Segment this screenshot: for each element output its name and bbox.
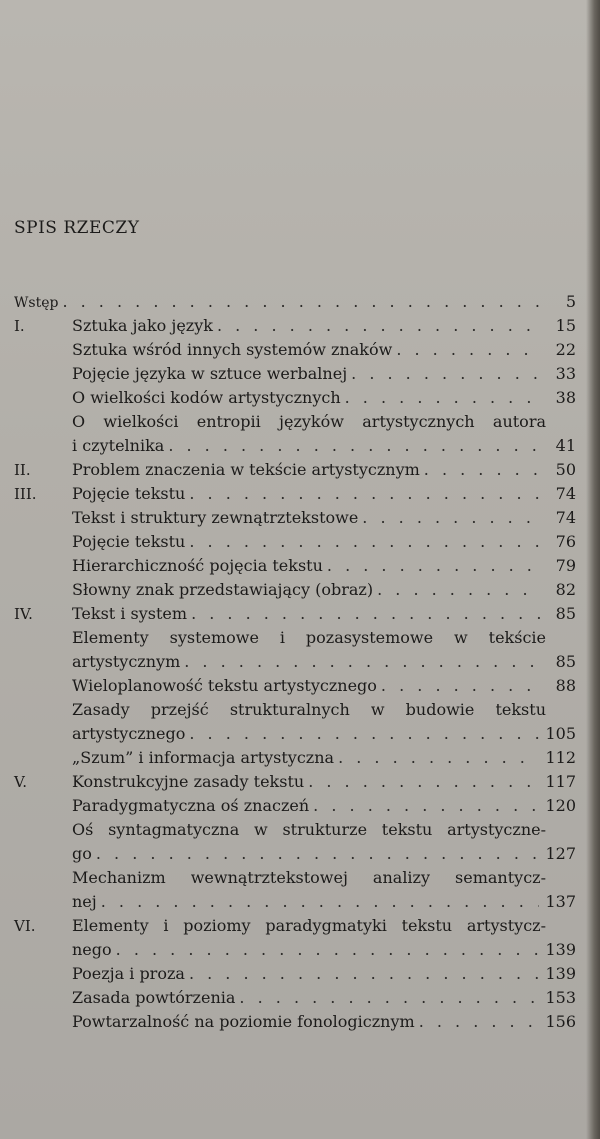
dot-leader — [351, 362, 540, 386]
toc-entry — [14, 962, 576, 986]
toc-entry-title: Powtarzalność na poziomie fonologicznym — [72, 1012, 415, 1031]
dot-leader — [189, 530, 540, 554]
toc-entry-continued — [14, 890, 576, 914]
toc-page-number: 85 — [555, 604, 576, 623]
dot-leader — [396, 338, 540, 362]
toc-entry-title: Elementy systemowe i pozasystemowe w tekście — [72, 628, 546, 647]
toc-page-number: 76 — [555, 532, 576, 551]
toc-page-number: 79 — [555, 556, 576, 575]
chapter-number: II. — [14, 461, 31, 479]
dot-leader — [191, 602, 540, 626]
toc-page-number: 153 — [545, 988, 576, 1007]
chapter-number: IV. — [14, 605, 33, 623]
toc-entry — [14, 386, 576, 410]
toc-entry-title: Hierarchiczność pojęcia tekstu — [72, 556, 323, 575]
toc-entry-title: „Szum” i informacja artystyczna — [72, 748, 335, 767]
toc-page-number: 22 — [555, 340, 576, 359]
toc-entry — [14, 674, 576, 698]
toc-entry-title: Mechanizm wewnątrztekstowej analizy semantycz- — [72, 868, 546, 887]
toc-page-number: 137 — [545, 892, 576, 911]
toc-entry-title: Konstrukcyjne zasady tekstu — [72, 772, 305, 791]
dot-leader — [184, 650, 540, 674]
toc-entry-title: Elementy i poziomy paradygmatyki tekstu artystycz- — [72, 916, 546, 935]
toc-entry-continued — [14, 842, 576, 866]
dot-leader — [419, 1010, 540, 1034]
dot-leader — [189, 482, 540, 506]
toc-entry-title: Paradygmatyczna oś znaczeń — [72, 796, 310, 815]
dot-leader — [116, 938, 540, 962]
toc-entry-continued — [14, 434, 576, 458]
toc-page-number: 139 — [545, 964, 576, 983]
toc-entry-title: artystycznego — [72, 724, 186, 743]
toc-page-number: 74 — [555, 508, 576, 527]
toc-entry-title: nej — [72, 892, 97, 911]
toc-entry-title: Sztuka jako język — [72, 316, 213, 335]
toc-entry — [14, 314, 576, 338]
toc-page-number: 156 — [545, 1012, 576, 1031]
toc-page-number: 117 — [545, 772, 576, 791]
toc-entry-title: Sztuka wśród innych systemów znaków — [72, 340, 393, 359]
toc-entry-title: Tekst i system — [72, 604, 188, 623]
dot-leader — [313, 794, 539, 818]
toc-entry-title: Oś syntagmatyczna w strukturze tekstu artystyczne- — [72, 820, 546, 839]
dot-leader — [338, 746, 539, 770]
dot-leader — [189, 962, 540, 986]
toc-entry-line — [14, 818, 576, 842]
toc-page-number: 105 — [545, 724, 576, 743]
toc-entry — [14, 290, 576, 314]
toc-page-number: 15 — [555, 316, 576, 335]
dot-leader — [377, 578, 540, 602]
toc-page-number: 127 — [545, 844, 576, 863]
toc-entry-title: O wielkości entropii języków artystycznych autora — [72, 412, 546, 431]
toc-page-number: 88 — [555, 676, 576, 695]
toc-page-number: 38 — [555, 388, 576, 407]
toc-entry-title: Wieloplanowość tekstu artystycznego — [72, 676, 377, 695]
toc-entry-title: O wielkości kodów artystycznych — [72, 388, 341, 407]
dot-leader — [345, 386, 540, 410]
page-edge-shadow — [586, 0, 600, 1139]
dot-leader — [189, 722, 539, 746]
chapter-number: III. — [14, 485, 37, 503]
page-title: SPIS RZECZY — [14, 218, 140, 238]
toc-entry — [14, 482, 576, 506]
dot-leader — [96, 842, 540, 866]
toc-entry-label: Wstęp — [14, 295, 59, 311]
toc-entry-continued — [14, 650, 576, 674]
toc-page-number: 33 — [555, 364, 576, 383]
chapter-number: I. — [14, 317, 25, 335]
table-of-contents — [14, 290, 576, 1034]
toc-entry-line — [14, 914, 576, 938]
toc-entry-continued — [14, 722, 576, 746]
toc-entry — [14, 458, 576, 482]
chapter-number: VI. — [14, 917, 36, 935]
dot-leader — [62, 290, 540, 314]
toc-entry-title: Problem znaczenia w tekście artystycznym — [72, 460, 420, 479]
dot-leader — [327, 554, 540, 578]
toc-entry — [14, 602, 576, 626]
toc-entry-title: i czytelnika — [72, 436, 165, 455]
toc-page-number: 120 — [545, 796, 576, 815]
toc-entry-title: Poezja i proza — [72, 964, 185, 983]
toc-entry — [14, 362, 576, 386]
toc-entry-line — [14, 626, 576, 650]
chapter-number: V. — [14, 773, 27, 791]
toc-page-number: 85 — [555, 652, 576, 671]
toc-entry-title: Tekst i struktury zewnątrztekstowe — [72, 508, 359, 527]
toc-entry-title: Pojęcie tekstu — [72, 484, 186, 503]
dot-leader — [362, 506, 540, 530]
toc-page-number: 82 — [555, 580, 576, 599]
toc-entry-title: Pojęcie języka w sztuce werbalnej — [72, 364, 348, 383]
toc-entry — [14, 578, 576, 602]
toc-entry — [14, 770, 576, 794]
toc-entry-line — [14, 698, 576, 722]
toc-entry — [14, 1010, 576, 1034]
dot-leader — [308, 770, 539, 794]
toc-entry-line — [14, 410, 576, 434]
toc-page-number: 139 — [545, 940, 576, 959]
toc-entry — [14, 338, 576, 362]
toc-entry-title: Zasada powtórzenia — [72, 988, 236, 1007]
toc-entry-continued — [14, 938, 576, 962]
dot-leader — [168, 434, 540, 458]
toc-entry — [14, 794, 576, 818]
dot-leader — [424, 458, 540, 482]
toc-page-number: 74 — [555, 484, 576, 503]
toc-entry-title: Pojęcie tekstu — [72, 532, 186, 551]
toc-page-number: 41 — [555, 436, 576, 455]
toc-entry-title: go — [72, 844, 92, 863]
toc-entry-title: Zasady przejść strukturalnych w budowie tekstu — [72, 700, 546, 719]
toc-page-number: 112 — [545, 748, 576, 767]
toc-entry — [14, 554, 576, 578]
toc-entry — [14, 530, 576, 554]
toc-page-number: 5 — [565, 292, 576, 311]
dot-leader — [217, 314, 540, 338]
dot-leader — [239, 986, 539, 1010]
toc-page-number: 50 — [555, 460, 576, 479]
toc-entry — [14, 746, 576, 770]
toc-entry — [14, 506, 576, 530]
toc-entry-title: nego — [72, 940, 112, 959]
toc-entry-title: artystycznym — [72, 652, 181, 671]
toc-entry — [14, 986, 576, 1010]
dot-leader — [381, 674, 540, 698]
toc-entry-line — [14, 866, 576, 890]
toc-entry-title: Słowny znak przedstawiający (obraz) — [72, 580, 374, 599]
dot-leader — [101, 890, 540, 914]
